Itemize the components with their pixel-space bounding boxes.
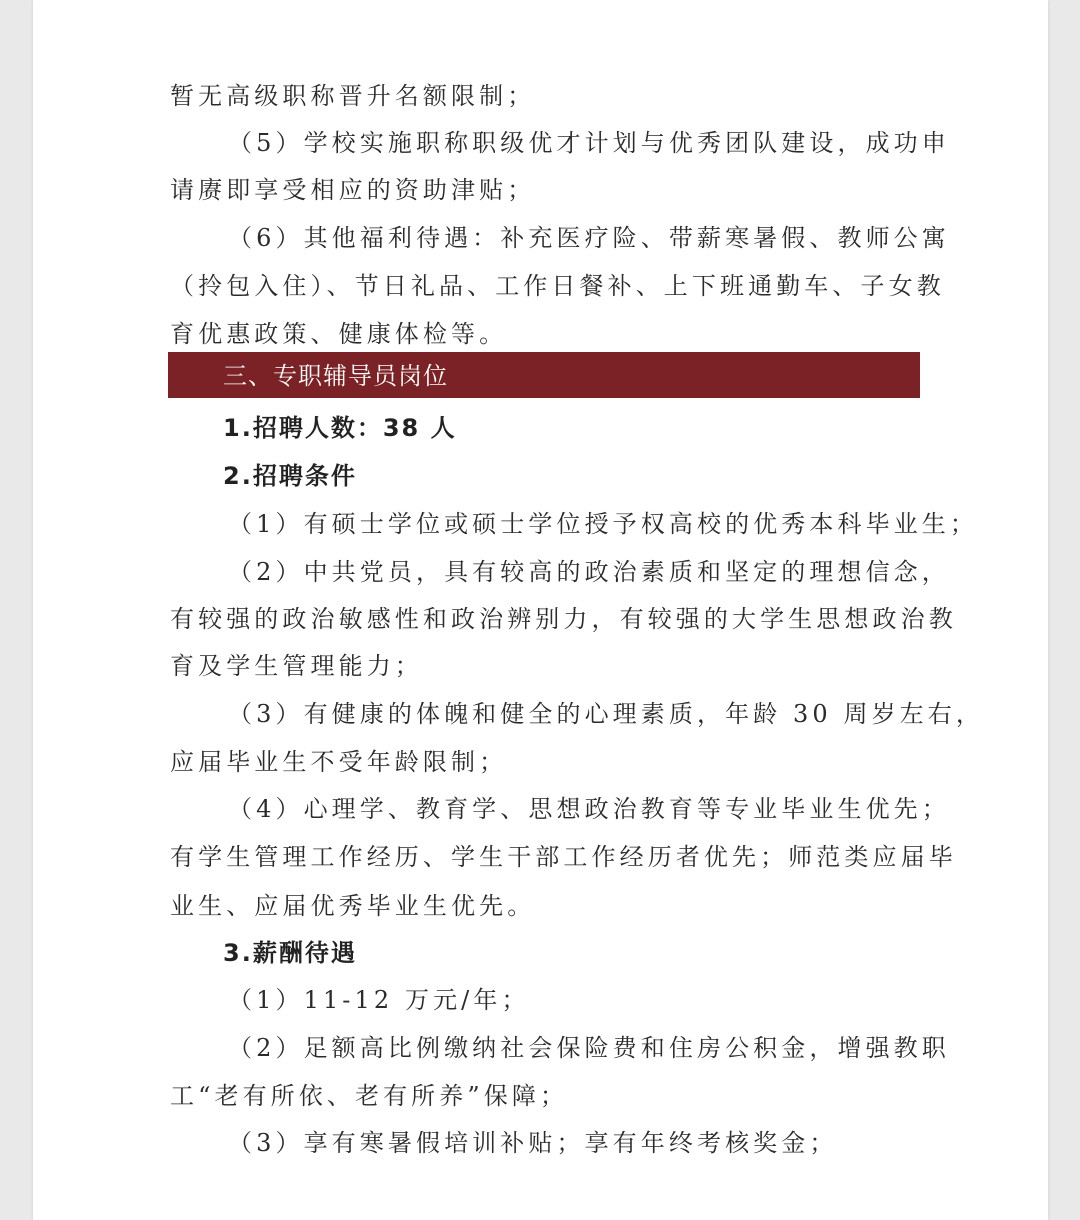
salary-line: （2）足额高比例缴纳社会保险费和住房公积金，增强教职 <box>228 1034 950 1062</box>
paragraph-line: （6）其他福利待遇：补充医疗险、带薪寒暑假、教师公寓 <box>228 224 950 252</box>
conditions-heading: 2.招聘条件 <box>223 462 357 490</box>
condition-line: （4）心理学、教育学、思想政治教育等专业毕业生优先； <box>228 795 950 823</box>
paragraph-line: 育优惠政策、健康体检等。 <box>170 320 508 348</box>
paragraph-line: （5）学校实施职称职级优才计划与优秀团队建设，成功申 <box>228 129 950 157</box>
condition-line: 应届毕业生不受年龄限制； <box>170 748 508 776</box>
salary-line: （3）享有寒暑假培训补贴；享有年终考核奖金； <box>228 1129 838 1157</box>
document-page <box>33 0 1048 1220</box>
condition-line: （3）有健康的体魄和健全的心理素质，年龄 30 周岁左右， <box>228 700 984 728</box>
condition-line: （2）中共党员，具有较高的政治素质和坚定的理想信念， <box>228 558 950 586</box>
condition-line: 育及学生管理能力； <box>170 652 423 680</box>
condition-line: 有较强的政治敏感性和政治辨别力，有较强的大学生思想政治教 <box>170 605 957 633</box>
condition-line: 有学生管理工作经历、学生干部工作经历者优先；师范类应届毕 <box>170 843 957 871</box>
section-heading: 三、专职辅导员岗位 <box>223 362 448 390</box>
paragraph-line: 请赓即享受相应的资助津贴； <box>170 176 536 204</box>
condition-line: （1）有硕士学位或硕士学位授予权高校的优秀本科毕业生； <box>228 510 978 538</box>
recruit-count: 1.招聘人数：38 人 <box>223 414 457 442</box>
paragraph-line: （拎包入住）、节日礼品、工作日餐补、上下班通勤车、子女教 <box>170 272 945 300</box>
condition-line: 业生、应届优秀毕业生优先。 <box>170 892 536 920</box>
salary-line: 工“老有所依、老有所养”保障； <box>170 1082 569 1110</box>
salary-heading: 3.薪酬待遇 <box>223 939 357 967</box>
paragraph-line: 暂无高级职称晋升名额限制； <box>170 82 536 110</box>
section-heading-banner <box>168 352 920 398</box>
salary-line: （1）11-12 万元/年； <box>228 986 530 1014</box>
